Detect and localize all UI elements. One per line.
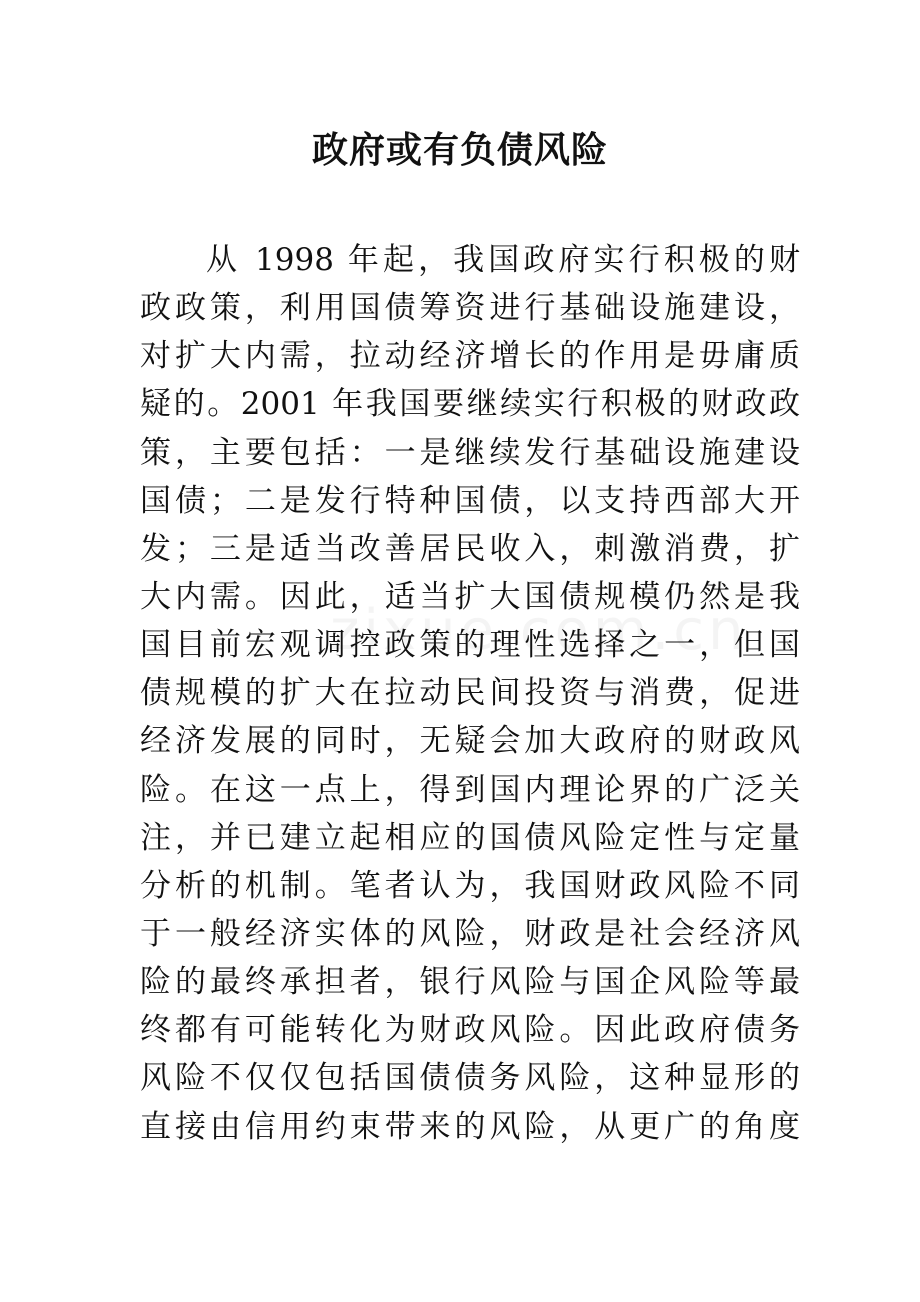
body-line: 对扩大内需，拉动经济增长的作用是毋庸质 (140, 338, 800, 375)
body-line: 大内需。因此，适当扩大国债规模仍然是我 (140, 578, 800, 615)
body-line: 于一般经济实体的风险，财政是社会经济风 (140, 915, 800, 952)
body-line: 策，主要包括：一是继续发行基础设施建设 (140, 434, 800, 471)
body-line: 直接由信用约束带来的风险，从更广的角度 (140, 1108, 800, 1145)
body-line: 疑的。2001 年我国要继续实行积极的财政政 (140, 386, 800, 423)
body-line: 从 1998 年起，我国政府实行积极的财 (206, 242, 800, 278)
body-line: 政政策，利用国债筹资进行基础设施建设， (140, 290, 800, 327)
body-line: 债规模的扩大在拉动民间投资与消费，促进 (140, 675, 800, 712)
body-line: 终都有可能转化为财政风险。因此政府债务 (140, 1012, 800, 1049)
body-line: 国目前宏观调控政策的理性选择之一，但国 (140, 627, 800, 664)
body-line: 风险不仅仅包括国债债务风险，这种显形的 (140, 1060, 800, 1097)
body-line: 险的最终承担者，银行风险与国企风险等最 (140, 964, 800, 1001)
body-line: 分析的机制。笔者认为，我国财政风险不同 (140, 867, 800, 904)
body-line: 注，并已建立起相应的国债风险定性与定量 (140, 819, 800, 856)
body-line: 经济发展的同时，无疑会加大政府的财政风 (140, 723, 800, 760)
document-body (140, 236, 800, 1151)
body-line: 险。在这一点上，得到国内理论界的广泛关 (140, 771, 800, 808)
body-line: 发；三是适当改善居民收入，刺激消费，扩 (140, 530, 800, 567)
body-line: 国债；二是发行特种国债，以支持西部大开 (140, 482, 800, 519)
document-title: 政府或有负债风险 (311, 129, 608, 171)
